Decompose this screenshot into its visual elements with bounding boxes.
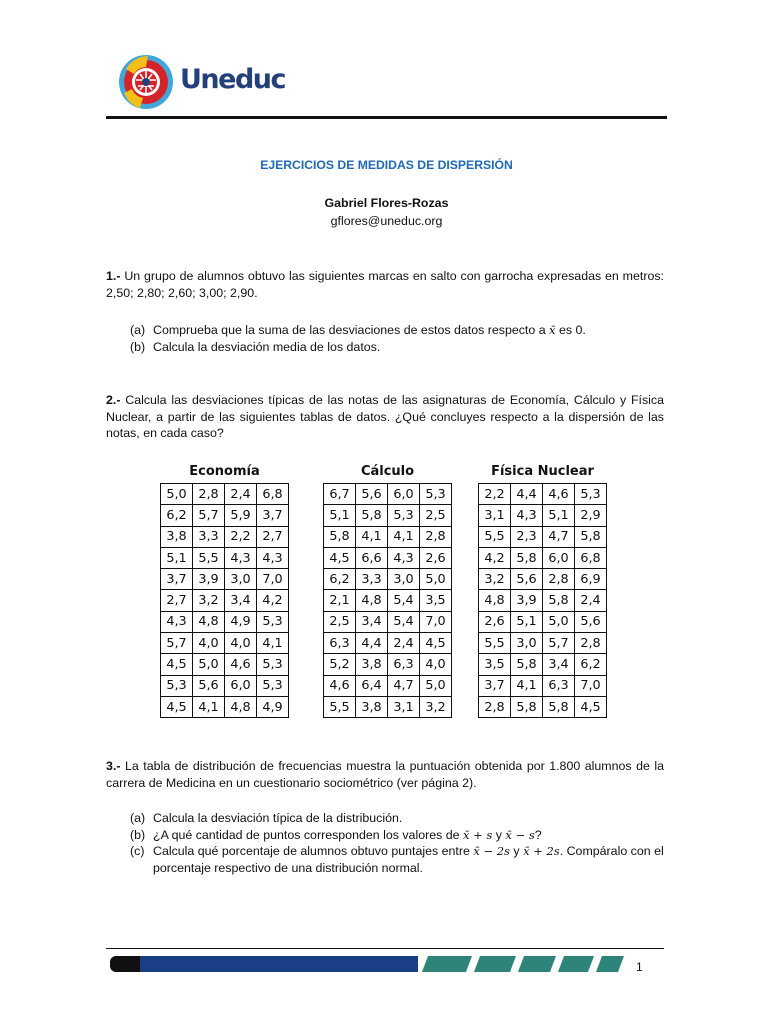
table-cell: 5,8 (543, 590, 575, 611)
table-cell: 7,0 (257, 569, 289, 590)
page-number: 1 (636, 960, 643, 974)
table-row (161, 675, 289, 696)
item-text: Calcula la desviación típica de la distribución. (153, 811, 403, 825)
table-economia (160, 462, 289, 718)
table-cell: 4,8 (225, 696, 257, 717)
exercise-1-item-a (130, 322, 666, 339)
table-cell: 5,1 (161, 547, 193, 568)
table-cell: 4,0 (420, 654, 452, 675)
table-cell: 2,2 (225, 526, 257, 547)
brand-name: Uneduc (180, 64, 286, 95)
table-row (479, 590, 607, 611)
item-label: (c) (130, 844, 145, 858)
table-cell: 5,5 (324, 696, 356, 717)
item-text-part: es 0. (555, 323, 586, 337)
author-name: Gabriel Flores-Rozas (324, 196, 449, 210)
table-row (324, 675, 452, 696)
table-cell: 3,8 (356, 696, 388, 717)
math-xbar-plus-s: x̄ + s (462, 827, 493, 842)
table-cell: 5,0 (420, 569, 452, 590)
data-table (323, 483, 452, 718)
table-cell: 6,8 (257, 484, 289, 505)
item-label: (a) (130, 811, 146, 825)
table-row (161, 547, 289, 568)
table-cell: 5,8 (324, 526, 356, 547)
table-cell: 5,8 (511, 547, 543, 568)
table-cell: 5,1 (324, 505, 356, 526)
table-cell: 6,9 (575, 569, 607, 590)
table-row (161, 633, 289, 654)
table-cell: 3,3 (356, 569, 388, 590)
table-row (479, 505, 607, 526)
exercise-3-statement (106, 758, 664, 791)
table-row (324, 484, 452, 505)
table-cell: 4,3 (511, 505, 543, 526)
table-cell: 4,8 (479, 590, 511, 611)
table-row (479, 547, 607, 568)
item-label: (b) (130, 827, 146, 842)
table-cell: 5,3 (420, 484, 452, 505)
item-text-part: Calcula qué porcentaje de alumnos obtuvo puntajes entre (153, 844, 474, 858)
table-cell: 5,8 (511, 696, 543, 717)
exercise-2-statement (106, 392, 664, 442)
table-cell: 2,7 (257, 526, 289, 547)
table-row (324, 547, 452, 568)
table-cell: 4,6 (324, 675, 356, 696)
table-cell: 6,2 (575, 654, 607, 675)
table-cell: 3,9 (193, 569, 225, 590)
table-row (324, 611, 452, 632)
table-row (324, 569, 452, 590)
table-cell: 5,7 (543, 633, 575, 654)
exercise-1-item-b (130, 339, 666, 356)
table-cell: 5,3 (575, 484, 607, 505)
table-cell: 5,5 (479, 633, 511, 654)
item-text-part: y (492, 827, 506, 842)
table-cell: 6,6 (356, 547, 388, 568)
table-title: Cálculo (360, 464, 415, 479)
table-cell: 5,7 (161, 633, 193, 654)
table-cell: 5,8 (356, 505, 388, 526)
table-cell: 4,1 (257, 633, 289, 654)
table-cell: 4,2 (479, 547, 511, 568)
table-cell: 4,0 (225, 633, 257, 654)
table-cell: 6,3 (324, 633, 356, 654)
table-cell: 3,3 (193, 526, 225, 547)
table-cell: 3,8 (161, 526, 193, 547)
table-cell: 5,6 (356, 484, 388, 505)
table-cell: 6,3 (388, 654, 420, 675)
table-cell: 5,6 (575, 611, 607, 632)
table-cell: 4,2 (257, 590, 289, 611)
table-cell: 4,3 (161, 611, 193, 632)
table-cell: 2,3 (511, 526, 543, 547)
table-cell: 5,0 (420, 675, 452, 696)
table-row (161, 590, 289, 611)
table-cell: 3,0 (388, 569, 420, 590)
document-title: EJERCICIOS DE MEDIDAS DE DISPERSIÓN (260, 158, 513, 172)
item-label: (b) (130, 339, 146, 354)
table-cell: 4,4 (356, 633, 388, 654)
table-cell: 4,7 (543, 526, 575, 547)
table-row (324, 590, 452, 611)
table-cell: 6,0 (225, 675, 257, 696)
table-cell: 3,7 (161, 569, 193, 590)
table-cell: 4,0 (193, 633, 225, 654)
uneduc-logo-icon (118, 53, 174, 111)
table-cell: 5,4 (388, 611, 420, 632)
table-cell: 4,9 (225, 611, 257, 632)
table-cell: 5,8 (511, 654, 543, 675)
table-cell: 4,4 (511, 484, 543, 505)
table-cell: 4,5 (161, 654, 193, 675)
table-cell: 2,6 (420, 547, 452, 568)
header-divider (106, 116, 667, 119)
table-row (479, 484, 607, 505)
table-cell: 5,6 (511, 569, 543, 590)
table-cell: 6,3 (543, 675, 575, 696)
table-cell: 5,9 (225, 505, 257, 526)
exercise-1-items (130, 322, 666, 355)
table-cell: 5,8 (575, 526, 607, 547)
item-text-part: y (509, 844, 524, 858)
table-cell: 2,7 (161, 590, 193, 611)
table-cell: 2,8 (420, 526, 452, 547)
math-xbar-minus-2s: x̄ − 2s (473, 844, 510, 858)
table-cell: 2,6 (479, 611, 511, 632)
exercise-3-item-c (130, 843, 666, 876)
table-cell: 6,2 (161, 505, 193, 526)
table-cell: 4,1 (388, 526, 420, 547)
table-fisica-nuclear (478, 462, 607, 718)
table-cell: 5,3 (257, 654, 289, 675)
table-row (161, 484, 289, 505)
table-cell: 3,4 (225, 590, 257, 611)
table-cell: 6,8 (575, 547, 607, 568)
table-row (324, 654, 452, 675)
exercise-1-number: 1.- (106, 269, 121, 283)
exercise-3-item-b (130, 827, 666, 844)
table-cell: 5,3 (161, 675, 193, 696)
table-cell: 3,9 (511, 590, 543, 611)
table-cell: 4,3 (225, 547, 257, 568)
item-text (153, 322, 666, 339)
table-cell: 2,2 (479, 484, 511, 505)
table-title: Física Nuclear (491, 464, 594, 479)
table-cell: 4,1 (356, 526, 388, 547)
table-cell: 2,4 (388, 633, 420, 654)
table-row (161, 505, 289, 526)
item-text-part: ¿A qué cantidad de puntos corresponden los valores de (153, 827, 463, 842)
table-cell: 3,4 (356, 611, 388, 632)
table-cell: 4,9 (257, 696, 289, 717)
table-cell: 2,4 (225, 484, 257, 505)
table-row (324, 633, 452, 654)
item-text (153, 843, 666, 876)
table-row (324, 696, 452, 717)
exercise-3-item-a (130, 810, 666, 827)
table-cell: 4,5 (420, 633, 452, 654)
exercise-1-statement (106, 268, 664, 301)
table-row (161, 526, 289, 547)
table-row (324, 505, 452, 526)
table-cell: 5,3 (257, 611, 289, 632)
table-cell: 3,0 (511, 633, 543, 654)
exercise-2-number: 2.- (106, 393, 121, 407)
table-cell: 3,7 (257, 505, 289, 526)
table-cell: 6,0 (543, 547, 575, 568)
table-cell: 5,1 (543, 505, 575, 526)
table-row (479, 696, 607, 717)
exercise-2-text: Calcula las desviaciones típicas de las notas de las asignaturas de Economía, Cálculo y Física Nuclear, a partir de las siguientes tablas de datos. ¿Qué concluyes respecto a la dispersión de las notas, en cada caso? (106, 393, 664, 440)
table-cell: 2,5 (420, 505, 452, 526)
table-cell: 4,6 (543, 484, 575, 505)
table-cell: 5,3 (388, 505, 420, 526)
exercise-3-number: 3.- (106, 759, 121, 773)
table-cell: 5,4 (388, 590, 420, 611)
table-row (479, 654, 607, 675)
table-cell: 3,2 (479, 569, 511, 590)
footer-decorative-bar (110, 956, 630, 972)
item-text-part: Comprueba que la suma de las desviaciones de estos datos respecto a (153, 323, 550, 337)
table-title: Economía (189, 464, 260, 479)
math-xbar: x̄ (549, 323, 556, 337)
table-cell: 3,8 (356, 654, 388, 675)
table-row (479, 633, 607, 654)
math-xbar-plus-2s: x̄ + 2s (523, 844, 560, 858)
table-cell: 3,2 (193, 590, 225, 611)
table-cell: 7,0 (575, 675, 607, 696)
table-cell: 3,5 (479, 654, 511, 675)
table-cell: 4,7 (388, 675, 420, 696)
table-cell: 4,6 (225, 654, 257, 675)
table-cell: 4,1 (511, 675, 543, 696)
table-row (161, 696, 289, 717)
table-cell: 4,3 (388, 547, 420, 568)
exercise-3-items (130, 810, 666, 876)
table-cell: 3,5 (420, 590, 452, 611)
table-cell: 5,1 (511, 611, 543, 632)
table-cell: 5,2 (324, 654, 356, 675)
table-cell: 5,0 (193, 654, 225, 675)
table-cell: 4,3 (257, 547, 289, 568)
table-cell: 5,7 (193, 505, 225, 526)
table-cell: 5,8 (543, 696, 575, 717)
exercise-3-text: La tabla de distribución de frecuencias muestra la puntuación obtenida por 1.800 alumnos de la carrera de Medicina en un cuestionario sociométrico (ver página 2). (106, 759, 664, 790)
table-cell: 5,5 (193, 547, 225, 568)
table-row (161, 569, 289, 590)
table-row (479, 569, 607, 590)
table-cell: 4,1 (193, 696, 225, 717)
table-calculo (323, 462, 452, 718)
table-cell: 3,0 (225, 569, 257, 590)
table-cell: 3,4 (543, 654, 575, 675)
table-cell: 6,2 (324, 569, 356, 590)
table-cell: 2,8 (575, 633, 607, 654)
table-cell: 5,5 (479, 526, 511, 547)
table-row (161, 654, 289, 675)
table-cell: 3,2 (420, 696, 452, 717)
footer-divider (106, 948, 664, 949)
table-cell: 5,0 (543, 611, 575, 632)
data-table (160, 483, 289, 718)
table-row (161, 611, 289, 632)
table-cell: 4,5 (575, 696, 607, 717)
table-cell: 4,8 (356, 590, 388, 611)
table-cell: 5,3 (257, 675, 289, 696)
table-cell: 5,6 (193, 675, 225, 696)
table-cell: 7,0 (420, 611, 452, 632)
table-cell: 2,8 (193, 484, 225, 505)
table-cell: 3,1 (479, 505, 511, 526)
data-table (478, 483, 607, 718)
table-row (324, 526, 452, 547)
math-xbar-minus-s: x̄ − s (505, 827, 535, 842)
table-cell: 2,8 (543, 569, 575, 590)
table-cell: 6,4 (356, 675, 388, 696)
table-cell: 3,1 (388, 696, 420, 717)
table-cell: 2,8 (479, 696, 511, 717)
exercise-1-text: Un grupo de alumnos obtuvo las siguientes marcas en salto con garrocha expresadas en metros: 2,50; 2,80; 2,60; 3,00; 2,90. (106, 269, 664, 300)
table-cell: 5,0 (161, 484, 193, 505)
table-cell: 4,8 (193, 611, 225, 632)
table-cell: 2,4 (575, 590, 607, 611)
table-row (479, 526, 607, 547)
author-email: gflores@uneduc.org (330, 214, 443, 228)
item-text-part: . Compáralo con el porcentaje respectivo de una distribución normal. (153, 844, 664, 875)
table-cell: 2,5 (324, 611, 356, 632)
table-cell: 2,1 (324, 590, 356, 611)
item-text: Calcula la desviación media de los datos. (153, 339, 381, 354)
table-cell: 4,5 (161, 696, 193, 717)
item-text (153, 827, 666, 844)
table-cell: 3,7 (479, 675, 511, 696)
table-row (479, 675, 607, 696)
table-cell: 4,5 (324, 547, 356, 568)
item-text-part: ? (534, 827, 542, 842)
table-row (479, 611, 607, 632)
table-cell: 2,9 (575, 505, 607, 526)
table-cell: 6,0 (388, 484, 420, 505)
item-label: (a) (130, 323, 146, 337)
table-cell: 6,7 (324, 484, 356, 505)
